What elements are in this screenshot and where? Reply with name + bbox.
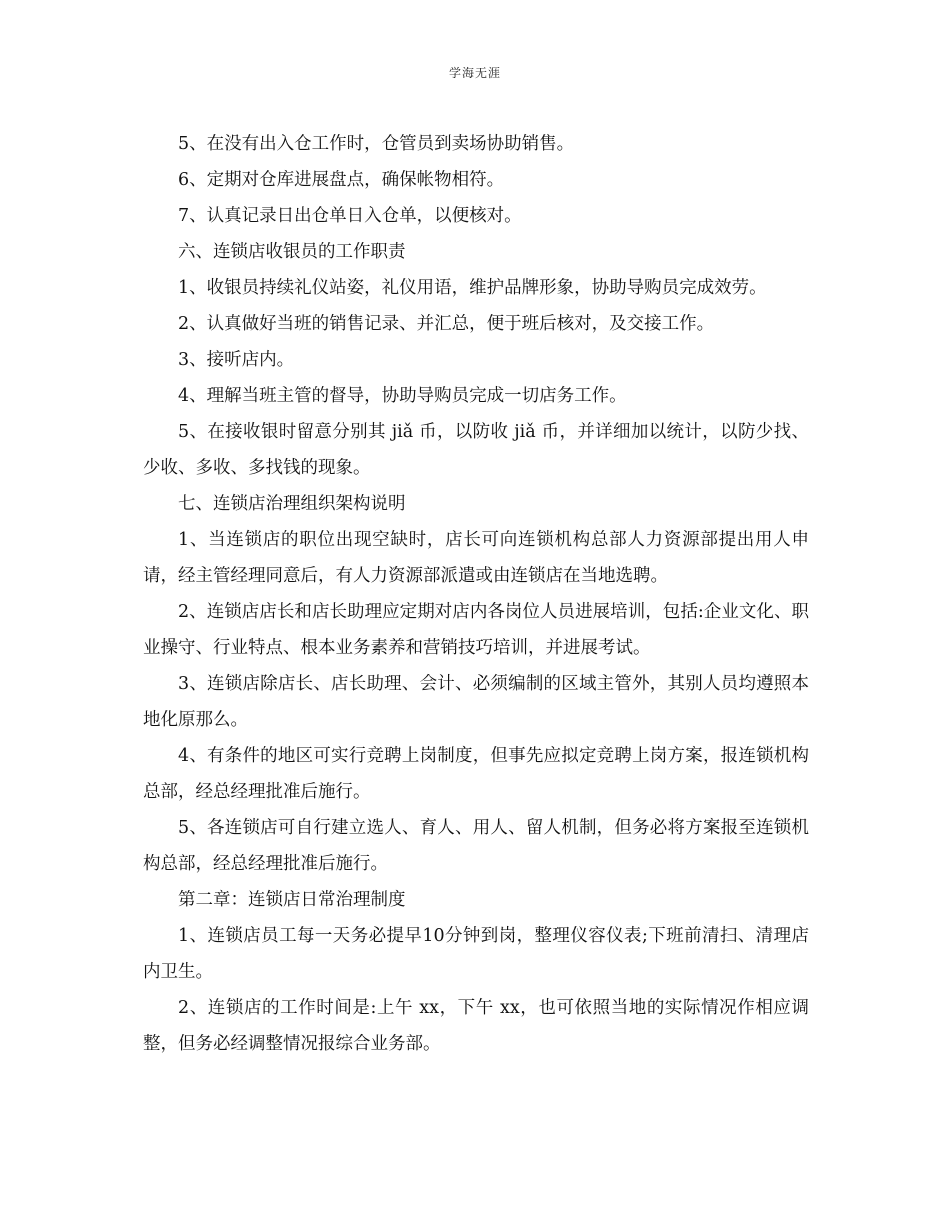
paragraph-1: 5、在没有出入仓工作时，仓管员到卖场协助销售。 [178, 134, 575, 154]
section-heading-cashier-duties: 六、连锁店收银员的工作职责 [178, 242, 406, 262]
paragraph-3: 7、认真记录日出仓单日入仓单，以便核对。 [178, 206, 522, 226]
paragraph-14: 4、有条件的地区可实行竞聘上岗制度，但事先应拟定竞聘上岗方案，报连锁机构总部，经总经理批准后施行。 [143, 746, 809, 802]
paragraph-12: 2、连锁店店长和店长助理应定期对店内各岗位人员进展培训，包括:企业文化、职业操守、行业特点、根本业务素养和营销技巧培训，并进展考试。 [143, 602, 809, 658]
paragraph-8: 4、理解当班主管的督导，协助导购员完成一切店务工作。 [178, 386, 627, 406]
document-body [143, 126, 809, 1062]
paragraph-15: 5、各连锁店可自行建立选人、育人、用人、留人机制，但务必将方案报至连锁机构总部，经总经理批准后施行。 [143, 818, 809, 874]
paragraph-11: 1、当连锁店的职位出现空缺时，店长可向连锁机构总部人力资源部提出用人申请，经主管经理同意后，有人力资源部派遣或由连锁店在当地选聘。 [143, 530, 809, 586]
paragraph-5: 1、收银员持续礼仪站姿，礼仪用语，维护品牌形象，协助导购员完成效劳。 [178, 278, 767, 298]
section-heading-org-structure: 七、连锁店治理组织架构说明 [178, 494, 406, 514]
paragraph-9: 5、在接收银时留意分别其 jiǎ 币，以防收 jiǎ 币，并详细加以统计，以防少找、少收、多收、多找钱的现象。 [143, 422, 809, 478]
paragraph-7: 3、接听店内。 [178, 350, 295, 370]
paragraph-17: 1、连锁店员工每一天务必提早10分钟到岗，整理仪容仪表;下班前清扫、清理店内卫生。 [143, 926, 809, 982]
paragraph-2: 6、定期对仓库进展盘点，确保帐物相符。 [178, 170, 505, 190]
paragraph-13: 3、连锁店除店长、店长助理、会计、必须编制的区域主管外，其别人员均遵照本地化原那么。 [143, 674, 809, 730]
paragraph-6: 2、认真做好当班的销售记录、并汇总，便于班后核对，及交接工作。 [178, 314, 715, 334]
page-header: 学海无涯 [448, 66, 501, 80]
paragraph-18: 2、连锁店的工作时间是:上午 xx，下午 xx，也可依照当地的实际情况作相应调整，但务必经调整情况报综合业务部。 [143, 998, 809, 1054]
chapter-heading-daily-management: 第二章：连锁店日常治理制度 [178, 890, 406, 910]
